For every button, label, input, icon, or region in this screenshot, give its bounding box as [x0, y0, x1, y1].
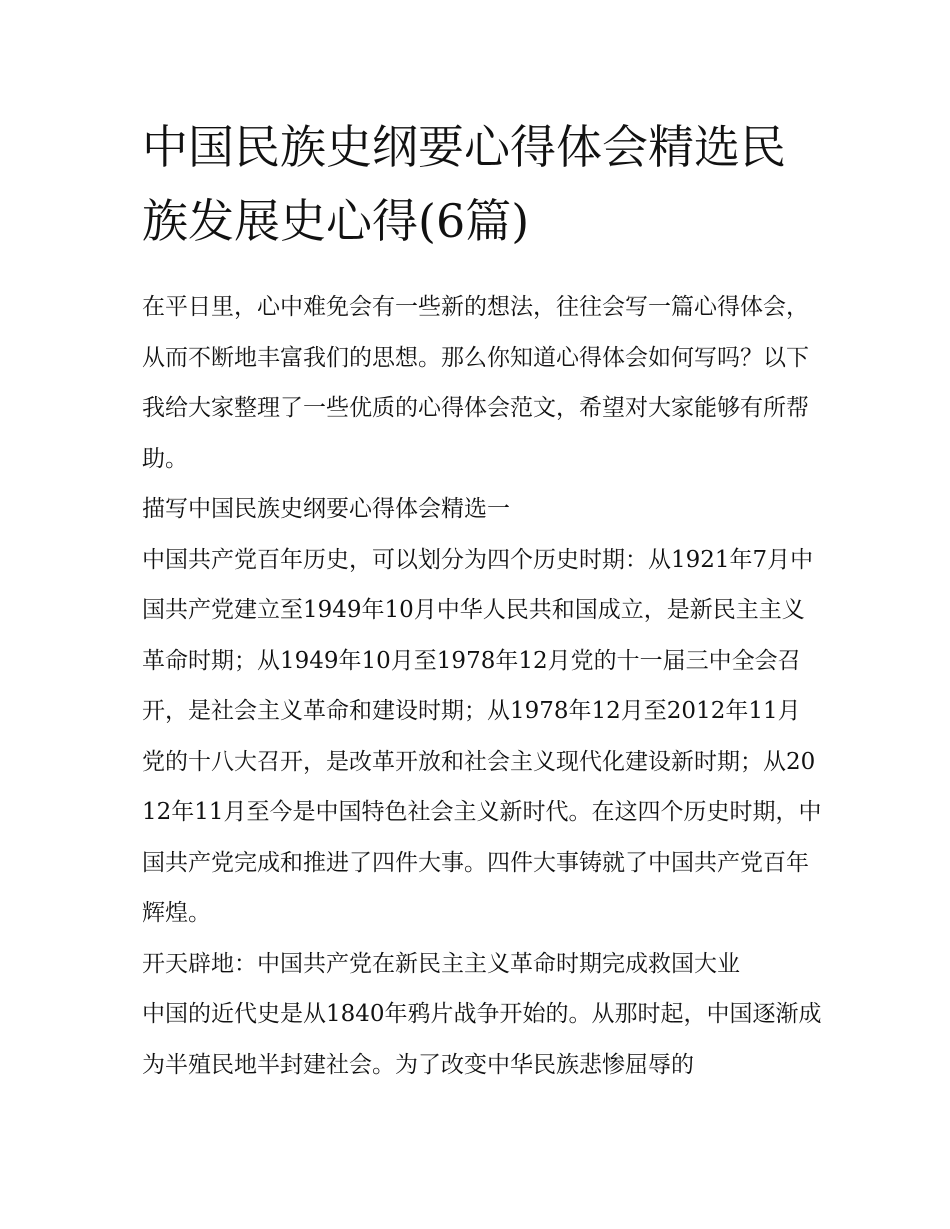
section-heading-1: 描写中国民族史纲要心得体会精选一 — [142, 496, 510, 522]
document-content — [142, 110, 822, 1090]
document-body — [142, 282, 822, 1090]
modern-history-paragraph: 中国的近代史是从1840年鸦片战争开始的。从那时起，中国逐渐成为半殖民地半封建社会。为了改变中华民族悲惨屈辱的 — [142, 1001, 822, 1078]
intro-paragraph: 在平日里，心中难免会有一些新的想法，往往会写一篇心得体会，从而不断地丰富我们的思想。那么你知道心得体会如何写吗？以下我给大家整理了一些优质的心得体会范文，希望对大家能够有所帮助。 — [142, 294, 809, 472]
history-paragraph: 中国共产党百年历史，可以划分为四个历史时期：从1921年7月中国共产党建立至1949年10月中华人民共和国成立，是新民主主义革命时期；从1949年10月至1978年12月党的十一届三中全会召开，是社会主义革命和建设时期；从1978年12月至2012年11月党的十八大召开，是改革开放和社会主义现代化建设新时期；从2012年11月至今是中国特色社会主义新时代。在这四个历史时期，中国共产党完成和推进了四件大事。四件大事铸就了中国共产党百年辉煌。 — [142, 546, 822, 926]
subsection-heading: 开天辟地：中国共产党在新民主主义革命时期完成救国大业 — [142, 950, 740, 977]
document-title: 中国民族史纲要心得体会精选民族发展史心得(6篇) — [142, 120, 786, 248]
